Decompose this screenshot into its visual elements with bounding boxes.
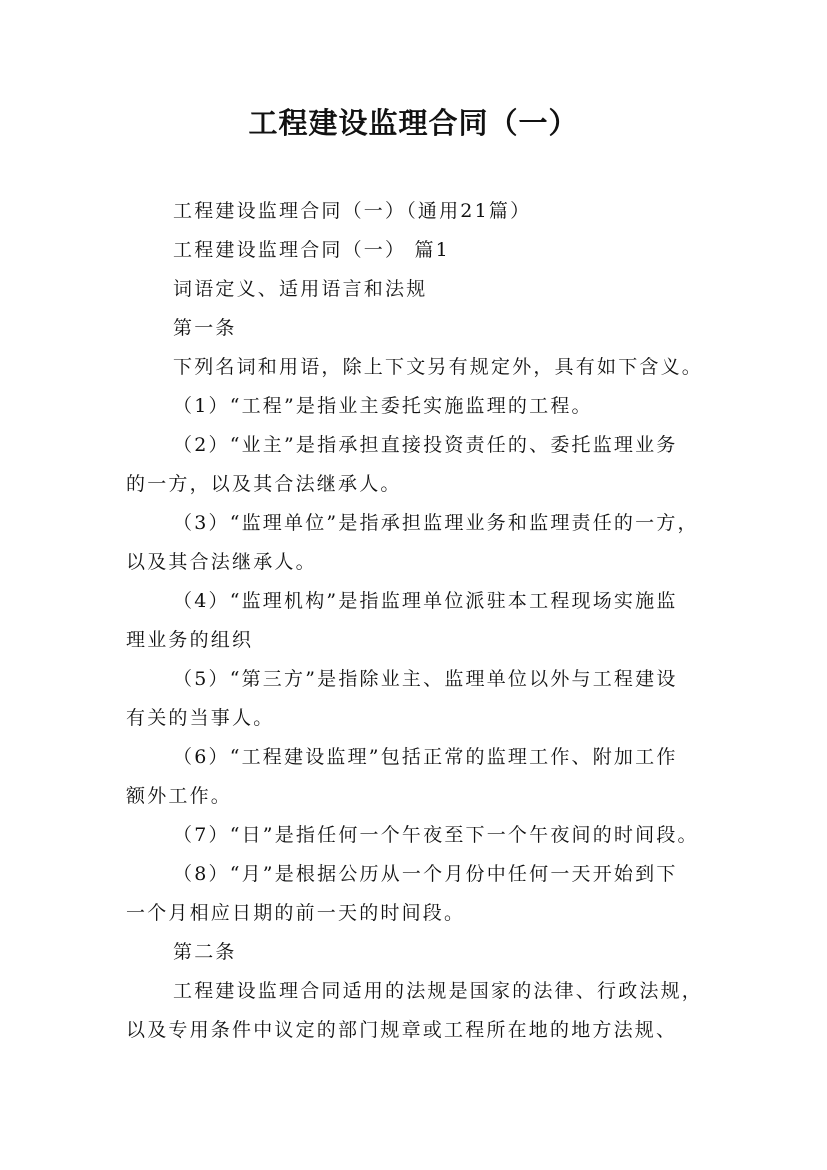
paragraph-line: 下列名词和用语，除上下文另有规定外，具有如下含义。 [173, 356, 704, 378]
definition-continuation: 一个月相应日期的前一天的时间段。 [126, 902, 466, 924]
article-heading: 第一条 [173, 317, 237, 339]
definition-continuation: 理业务的组织 [126, 629, 254, 651]
document-title: 工程建设监理合同（一） [248, 106, 579, 140]
document-body [126, 192, 726, 1050]
paragraph-line: 工程建设监理合同适用的法规是国家的法律、行政法规， [173, 980, 704, 1002]
definition-item: （4）“监理机构”是指监理单位派驻本工程现场实施监 [173, 590, 678, 612]
definition-item: （2）“业主”是指承担直接投资责任的、委托监理业务 [173, 434, 678, 456]
definition-continuation: 有关的当事人。 [126, 707, 275, 729]
chapter-heading: 词语定义、适用语言和法规 [173, 278, 428, 300]
definition-item: （7）“日”是指任何一个午夜至下一个午夜间的时间段。 [173, 824, 699, 846]
definition-item: （5）“第三方”是指除业主、监理单位以外与工程建设 [173, 668, 678, 690]
definition-item: （8）“月”是根据公历从一个月份中任何一天开始到下 [173, 863, 678, 885]
definition-item: （1）“工程”是指业主委托实施监理的工程。 [173, 395, 593, 417]
definition-continuation: 以及其合法继承人。 [126, 551, 317, 573]
section-heading: 工程建设监理合同（一） 篇1 [173, 239, 450, 261]
article-heading: 第二条 [173, 941, 237, 963]
definition-item: （3）“监理单位”是指承担监理业务和监理责任的一方， [173, 512, 699, 534]
definition-continuation: 额外工作。 [126, 785, 233, 807]
definition-continuation: 的一方，以及其合法继承人。 [126, 473, 402, 495]
subtitle-line: 工程建设监理合同（一）（通用21篇） [173, 200, 532, 222]
paragraph-continuation: 以及专用条件中议定的部门规章或工程所在地的地方法规、 [126, 1019, 678, 1041]
definition-item: （6）“工程建设监理”包括正常的监理工作、附加工作 [173, 746, 678, 768]
